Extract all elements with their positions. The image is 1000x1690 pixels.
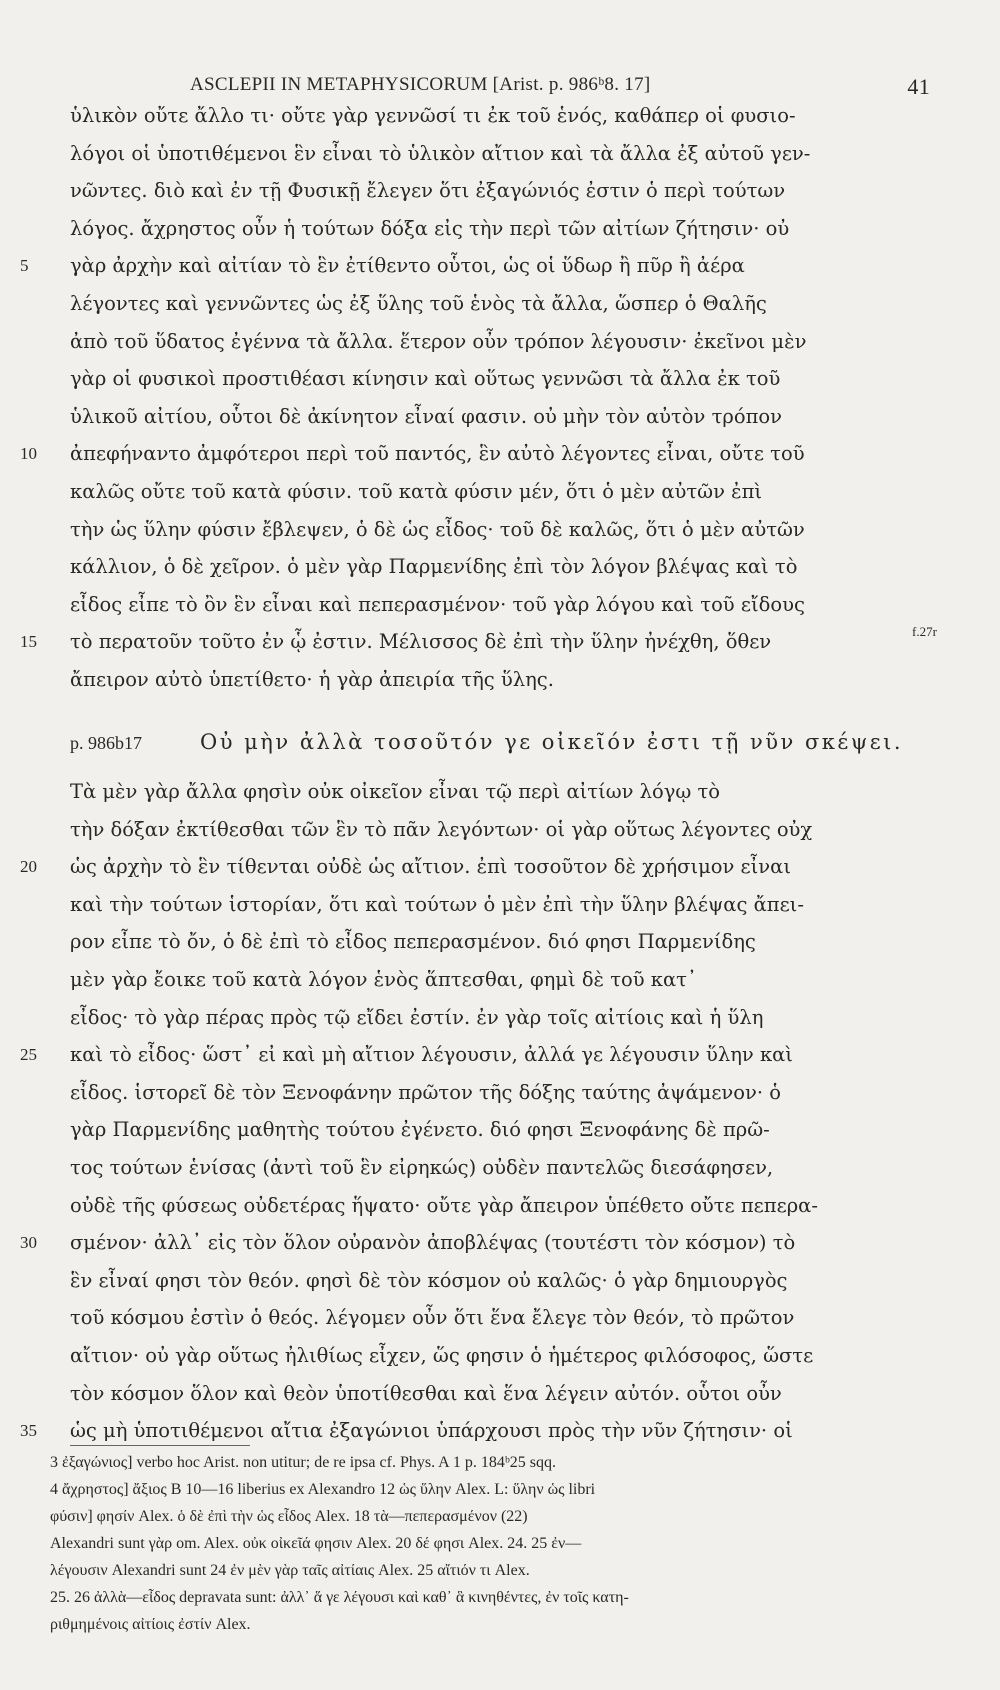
text-line: Τὰ μὲν γὰρ ἄλλα φησὶν οὐκ οἰκεῖον εἶναι τῷ περὶ αἰτίων λόγῳ τὸ bbox=[70, 780, 721, 803]
apparatus-line: 4 ἄχρηστος] ἄξιος B 10—16 liberius ex Alexandro 12 ὡς ὕλην Alex. L: ὕλην ὡς libri bbox=[50, 1481, 596, 1498]
text-line: τοῦ κόσμου ἐστὶν ὁ θεός. λέγομεν οὖν ὅτι ἕνα ἔλεγε τὸν θεόν, τὸ πρῶτον bbox=[70, 1306, 795, 1330]
line-number: 20 bbox=[20, 857, 37, 877]
text-line: ἀπεφήναντο ἀμφότεροι περὶ τοῦ παντός, ἓν αὐτὸ λέγοντες εἶναι, οὔτε τοῦ bbox=[70, 442, 805, 466]
text-line: εἶδος· τὸ γὰρ πέρας πρὸς τῷ εἴδει ἐστίν. ἐν γὰρ τοῖς αἰτίοις καὶ ἡ ὕλη bbox=[70, 1005, 764, 1029]
line-number: 10 bbox=[20, 444, 37, 464]
footnote-rule bbox=[70, 1445, 250, 1446]
folio-marker: f.27r bbox=[912, 624, 937, 639]
text-line: κάλλιον, ὁ δὲ χεῖρον. ὁ μὲν γὰρ Παρμενίδης ἐπὶ τὸν λόγον βλέψας καὶ τὸ bbox=[70, 555, 798, 579]
apparatus-line: Alexandri sunt γὰρ om. Alex. οὐκ οἰκεῖά φησιν Alex. 20 δέ φησι Alex. 24. 25 ἐν— bbox=[50, 1535, 582, 1552]
text-line: ὡς μὴ ὑποτιθέμενοι αἴτια ἐξαγώνιοι ὑπάρχουσι πρὸς τὴν νῦν ζήτησιν· οἱ bbox=[70, 1419, 793, 1443]
text-line: μὲν γὰρ ἔοικε τοῦ κατὰ λόγον ἑνὸς ἅπτεσθαι, φημὶ δὲ τοῦ κατ᾽ bbox=[70, 968, 697, 991]
text-line: λέγοντες καὶ γεννῶντες ὡς ἐξ ὕλης τοῦ ἑνὸς τὰ ἄλλα, ὥσπερ ὁ Θαλῆς bbox=[70, 292, 767, 315]
text-line: καὶ τὸ εἶδος· ὥστ᾽ εἰ καὶ μὴ αἴτιον λέγουσιν, ἀλλά γε λέγουσιν ὕλην καὶ bbox=[70, 1043, 793, 1067]
text-line: οὐδὲ τῆς φύσεως οὐδετέρας ἥψατο· οὔτε γὰρ ἄπειρον ὑπέθετο οὔτε πεπερα- bbox=[70, 1193, 818, 1217]
lemma-reference: p. 986b17 bbox=[70, 733, 142, 753]
text-line: αἴτιον· οὐ γὰρ οὕτως ἠλιθίως εἶχεν, ὥς φησιν ὁ ἡμέτερος φιλόσοφος, ὥστε bbox=[70, 1344, 814, 1367]
text-line: ὡς ἀρχὴν τὸ ἓν τίθενται οὐδὲ ὡς αἴτιον. ἐπὶ τοσοῦτον δὲ χρήσιμον εἶναι bbox=[70, 855, 791, 879]
running-header bbox=[190, 74, 930, 99]
text-line: τὸν κόσμον ὅλον καὶ θεὸν ὑποτίθεσθαι καὶ ἕνα λέγειν αὐτόν. οὗτοι οὖν bbox=[70, 1381, 782, 1405]
line-number: 30 bbox=[20, 1233, 37, 1253]
line-number: 25 bbox=[20, 1045, 37, 1065]
text-line: εἶδος εἶπε τὸ ὂν ἓν εἶναι καὶ πεπερασμένον· τοῦ γὰρ λόγου καὶ τοῦ εἴδους bbox=[70, 592, 805, 616]
text-line: ὑλικὸν οὔτε ἄλλο τι· οὔτε γὰρ γεννῶσί τι ἐκ τοῦ ἑνός, καθάπερ οἱ φυσιο- bbox=[70, 104, 796, 127]
text-line: ρον εἶπε τὸ ὄν, ὁ δὲ ἐπὶ τὸ εἶδος πεπερασμένον. διό φησι Παρμενίδης bbox=[70, 930, 756, 954]
lemma-text: Οὐ μὴν ἀλλὰ τοσοῦτόν γε οἰκεῖόν ἐστι τῇ νῦν σκέψει. bbox=[200, 730, 904, 754]
text-line: ἄπειρον αὐτὸ ὑπετίθετο· ἡ γὰρ ἀπειρία τῆς ὕλης. bbox=[70, 668, 554, 691]
line-number: 15 bbox=[20, 632, 37, 652]
apparatus-line: 25. 26 ἀλλὰ—εἶδος depravata sunt: ἀλλ᾽ ἅ γε λέγουσι καὶ καθ᾽ ἃ κινηθέντες, ἐν τοῖς κατη- bbox=[50, 1589, 629, 1606]
text-line: γὰρ Παρμενίδης μαθητὴς τούτου ἐγένετο. διό φησι Ξενοφάνης δὲ πρῶ- bbox=[70, 1118, 770, 1142]
text-line: σμένον· ἀλλ᾽ εἰς τὸν ὅλον οὐρανὸν ἀποβλέψας (τουτέστι τὸν κόσμον) τὸ bbox=[70, 1231, 796, 1255]
page-number: 41 bbox=[907, 74, 930, 99]
text-line: καὶ τὴν τούτων ἱστορίαν, ὅτι καὶ τούτων ὁ μὲν ἐπὶ τὴν ὕλην βλέψας ἄπει- bbox=[70, 892, 804, 916]
text-line: ὑλικοῦ αἰτίου, οὗτοι δὲ ἀκίνητον εἶναί φασιν. οὐ μὴν τὸν αὐτὸν τρόπον bbox=[70, 404, 782, 428]
line-number: 5 bbox=[20, 256, 29, 276]
apparatus-line: φύσιν] φησίν Alex. ὁ δὲ ἐπὶ τὴν ὡς εἶδος Alex. 18 τὰ—πεπερασμένον (22) bbox=[50, 1508, 528, 1525]
text-line: λόγος. ἄχρηστος οὖν ἡ τούτων δόξα εἰς τὴν περὶ τῶν αἰτίων ζήτησιν· οὐ bbox=[70, 216, 790, 240]
text-line: τὴν δόξαν ἐκτίθεσθαι τῶν ἓν τὸ πᾶν λεγόντων· οἱ γὰρ οὕτως λέγοντες οὐχ bbox=[70, 817, 813, 841]
text-line: τος τούτων ἑνίσας (ἀντὶ τοῦ ἓν εἰρηκώς) οὐδὲν παντελῶς διεσάφησεν, bbox=[70, 1156, 774, 1179]
text-line: λόγοι οἱ ὑποτιθέμενοι ἓν εἶναι τὸ ὑλικὸν αἴτιον καὶ τὰ ἄλλα ἐξ αὐτοῦ γεν- bbox=[70, 141, 811, 165]
line-number: 35 bbox=[20, 1421, 37, 1441]
text-line: ἓν εἶναί φησι τὸν θεόν. φησὶ δὲ τὸν κόσμον οὐ καλῶς· ὁ γὰρ δημιουργὸς bbox=[70, 1268, 788, 1292]
text-line: γὰρ οἱ φυσικοὶ προστιθέασι κίνησιν καὶ οὕτως γεννῶσι τὰ ἄλλα ἐκ τοῦ bbox=[70, 367, 781, 391]
text-line: εἶδος. ἱστορεῖ δὲ τὸν Ξενοφάνην πρῶτον τῆς δόξης ταύτης ἀψάμενον· ὁ bbox=[70, 1080, 782, 1104]
text-line: καλῶς οὔτε τοῦ κατὰ φύσιν. τοῦ κατὰ φύσιν μέν, ὅτι ὁ μὲν αὐτῶν ἐπὶ bbox=[70, 480, 763, 503]
text-line: τὸ περατοῦν τοῦτο ἐν ᾧ ἐστιν. Μέλισσος δὲ ἐπὶ τὴν ὕλην ἠνέχθη, ὅθεν bbox=[70, 630, 772, 654]
apparatus-line: 3 ἐξαγώνιος] verbo hoc Arist. non utitur; de re ipsa cf. Phys. A 1 p. 184ᵇ25 sqq. bbox=[50, 1454, 557, 1471]
text-line: τὴν ὡς ὕλην φύσιν ἔβλεψεν, ὁ δὲ ὡς εἶδος· τοῦ δὲ καλῶς, ὅτι ὁ μὲν αὐτῶν bbox=[70, 517, 805, 541]
text-line: ἀπὸ τοῦ ὕδατος ἐγέννα τὰ ἄλλα. ἕτερον οὖν τρόπον λέγουσιν· ἐκεῖνοι μὲν bbox=[70, 329, 807, 353]
running-title: ASCLEPII IN METAPHYSICORUM [Arist. p. 986ᵇ8. 17] bbox=[190, 74, 651, 95]
apparatus-line: λέγουσιν Alexandri sunt 24 ἐν μὲν γὰρ ταῖς αἰτίαις Alex. 25 αἴτιόν τι Alex. bbox=[50, 1562, 530, 1579]
text-line: νῶντες. διὸ καὶ ἐν τῇ Φυσικῇ ἔλεγεν ὅτι ἐξαγώνιός ἐστιν ὁ περὶ τούτων bbox=[70, 179, 786, 203]
apparatus-line: ριθμημένοις αἰτίοις ἐστίν Alex. bbox=[50, 1616, 251, 1633]
text-line: γὰρ ἀρχὴν καὶ αἰτίαν τὸ ἓν ἐτίθεντο οὗτοι, ὡς οἱ ὕδωρ ἢ πῦρ ἢ ἀέρα bbox=[70, 254, 745, 278]
